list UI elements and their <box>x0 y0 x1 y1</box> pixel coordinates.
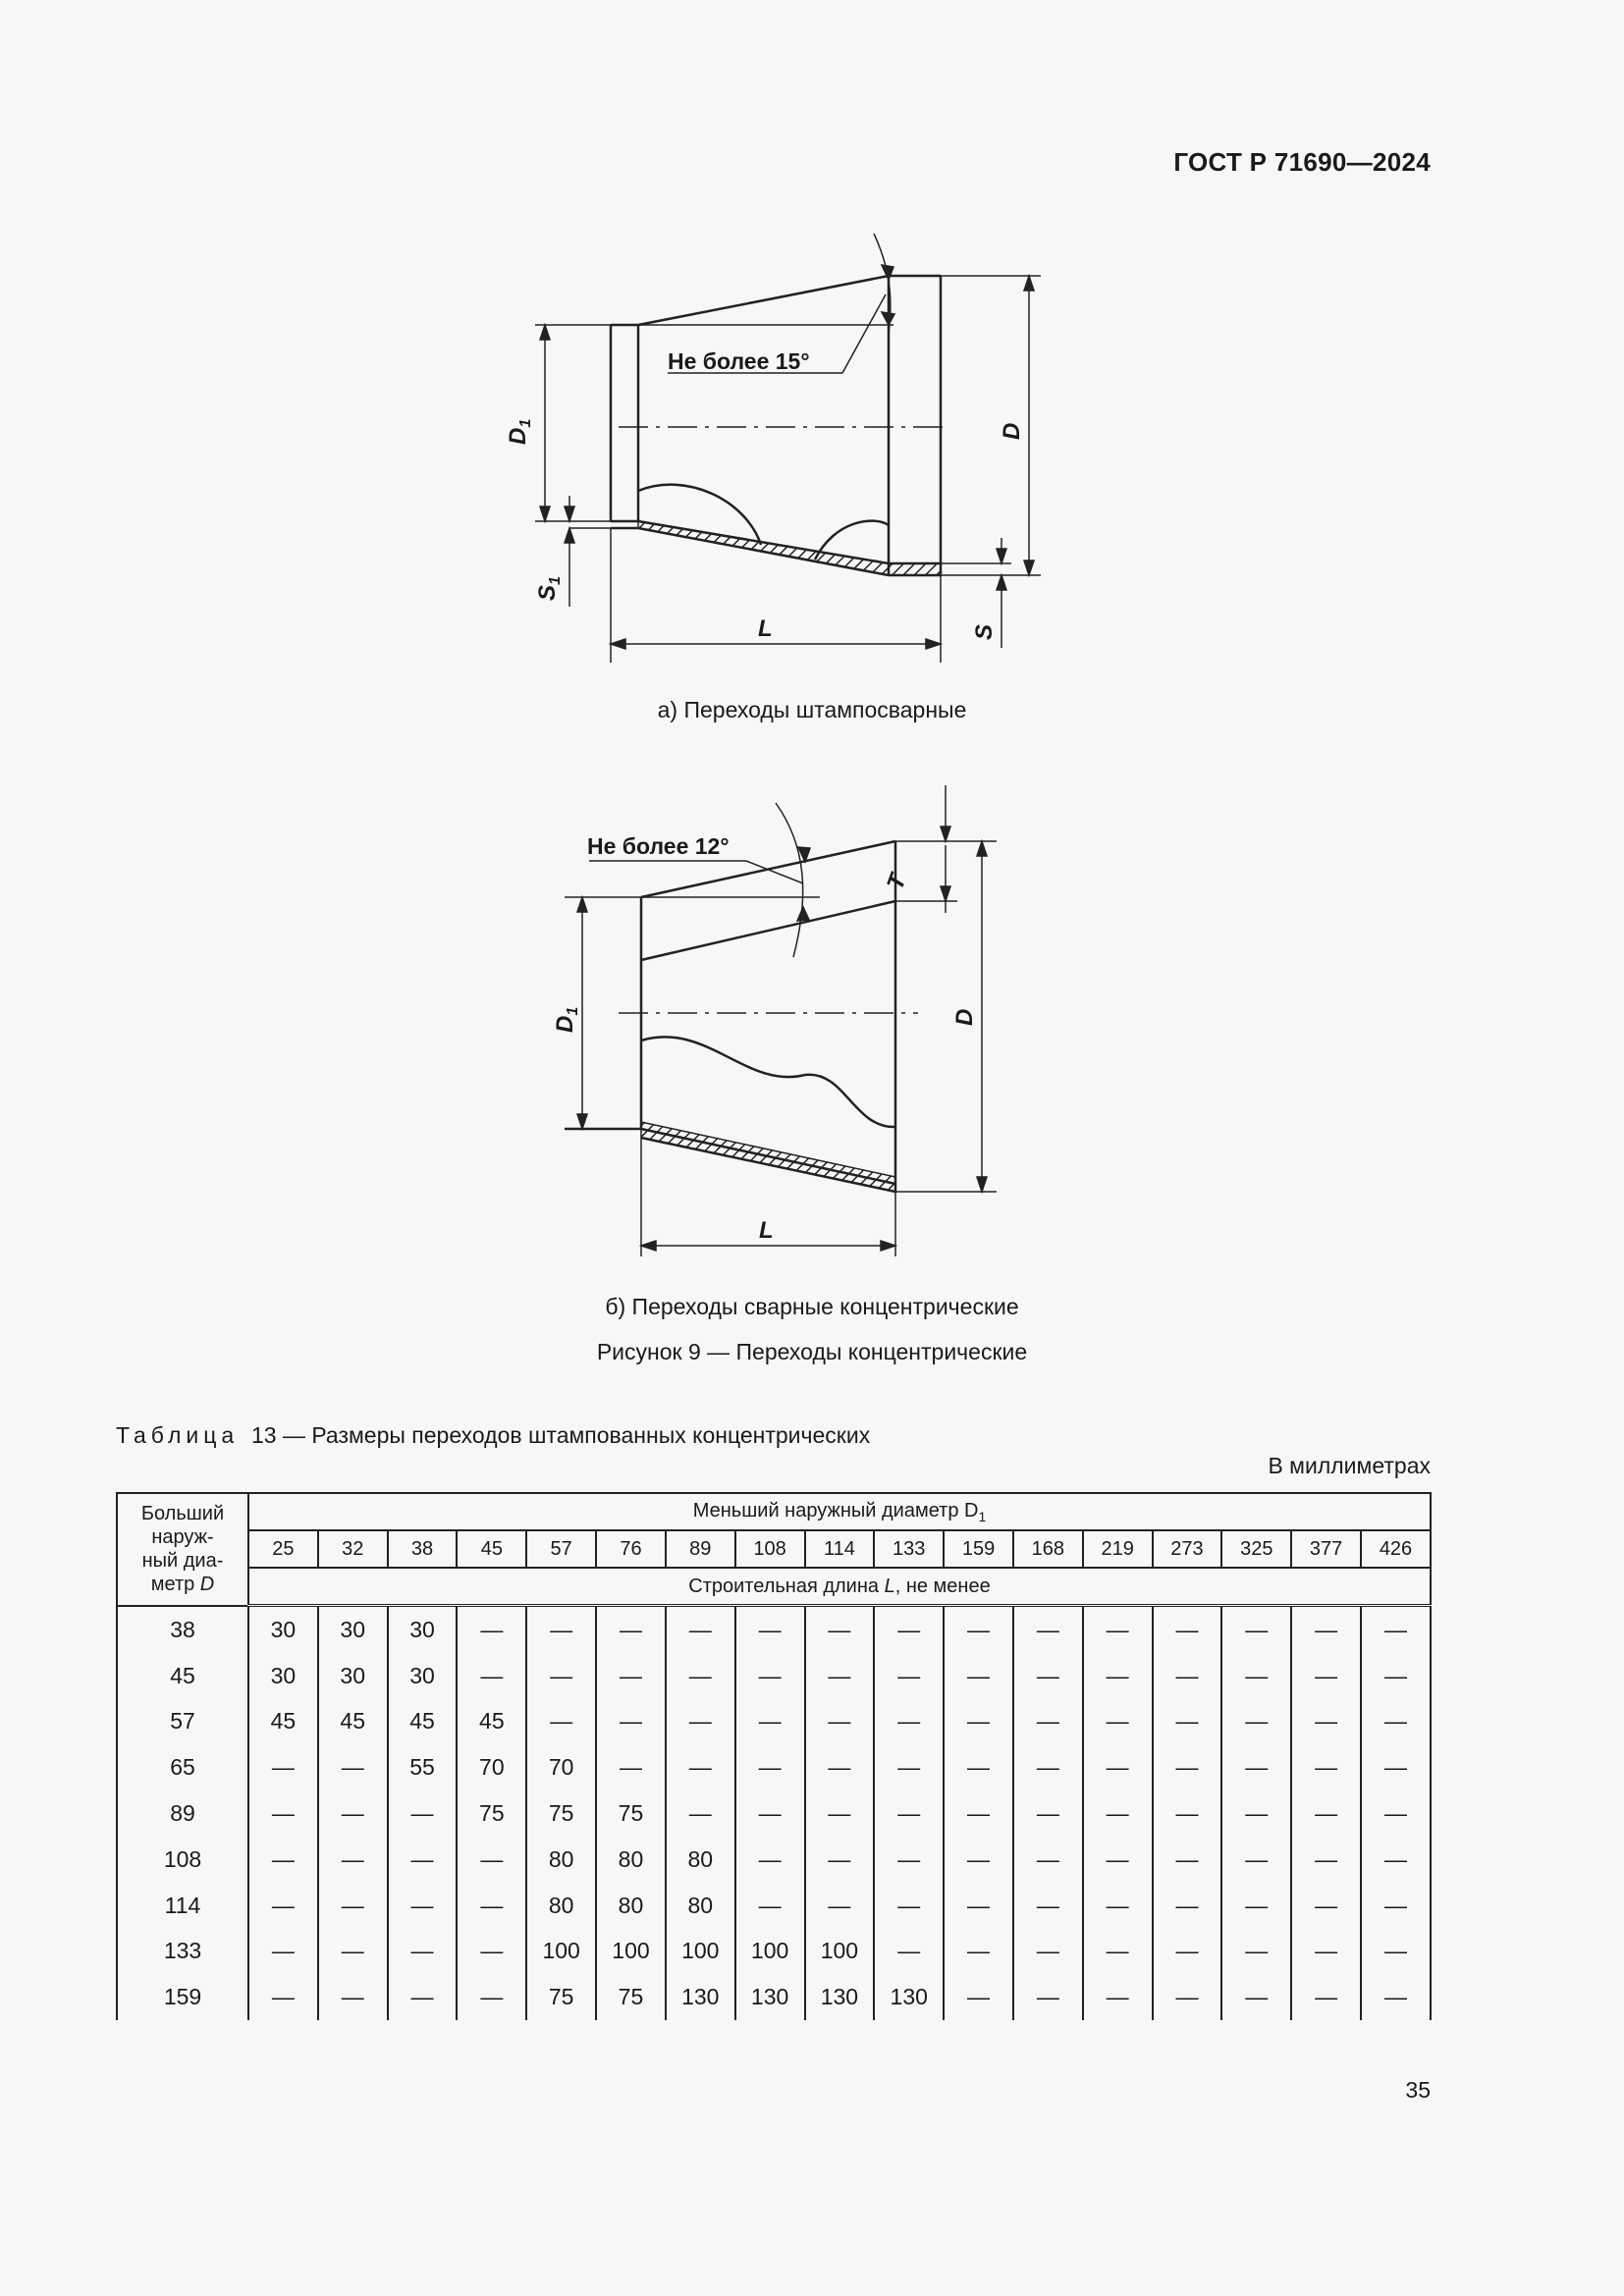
table-cell: — <box>1221 1974 1291 2020</box>
table-cell: — <box>1361 1653 1431 1699</box>
table-cell: — <box>457 1653 526 1699</box>
table-cell: — <box>735 1883 805 1929</box>
table-title-text: 13 — Размеры переходов штампованных концентрических <box>250 1422 871 1448</box>
table-cell: — <box>805 1790 875 1837</box>
table-cell: 75 <box>596 1974 666 2020</box>
page-number: 35 <box>1405 2077 1431 2103</box>
table-cell: 130 <box>735 1974 805 2020</box>
table-cell: — <box>1153 1790 1222 1837</box>
row-diameter: 108 <box>117 1837 248 1883</box>
table-cell: — <box>388 1790 458 1837</box>
table-cell: — <box>1291 1744 1361 1790</box>
table-cell: — <box>318 1883 388 1929</box>
table-cell: — <box>1013 1606 1083 1653</box>
table-cell: — <box>596 1606 666 1653</box>
column-group-header: Меньший наружный диаметр $D_1$ <box>248 1493 1431 1530</box>
table-cell: 100 <box>805 1929 875 1975</box>
table-cell: 100 <box>596 1929 666 1975</box>
table-cell: — <box>1361 1606 1431 1653</box>
table-row <box>117 1974 1431 2020</box>
column-header: 108 <box>735 1530 805 1568</box>
row-diameter: 133 <box>117 1929 248 1975</box>
table-cell: 70 <box>526 1744 596 1790</box>
table-cell: 45 <box>388 1699 458 1745</box>
table-cell: 130 <box>874 1974 944 2020</box>
table-cell: — <box>1361 1790 1431 1837</box>
figure-b-angle-label: Не более 12° <box>587 833 730 859</box>
table-cell: — <box>1153 1699 1222 1745</box>
table-cell: — <box>1291 1699 1361 1745</box>
table-cell: — <box>526 1653 596 1699</box>
sub-header: Строительная длина L, не менее <box>248 1568 1431 1606</box>
table-cell: — <box>596 1699 666 1745</box>
table-cell: — <box>248 1744 318 1790</box>
table-cell: — <box>596 1744 666 1790</box>
dimensions-table <box>116 1492 1432 2020</box>
table-cell: — <box>1013 1653 1083 1699</box>
table-cell: — <box>318 1837 388 1883</box>
figure-a-caption: а) Переходы штампосварные <box>657 697 967 722</box>
table-cell: — <box>1083 1606 1153 1653</box>
figure-a-d-label: D <box>999 422 1025 440</box>
table-cell: — <box>318 1974 388 2020</box>
table-cell: — <box>526 1606 596 1653</box>
table-cell: 80 <box>526 1837 596 1883</box>
table-cell: 45 <box>457 1699 526 1745</box>
table-cell: — <box>805 1837 875 1883</box>
table-cell: — <box>735 1653 805 1699</box>
table-cell: — <box>666 1606 735 1653</box>
table-cell: 30 <box>388 1606 458 1653</box>
table-cell: 70 <box>457 1744 526 1790</box>
table-cell: 30 <box>318 1653 388 1699</box>
table-cell: — <box>1361 1744 1431 1790</box>
column-header: 273 <box>1153 1530 1222 1568</box>
table-cell: — <box>1013 1883 1083 1929</box>
table-row <box>117 1790 1431 1837</box>
table-cell: 100 <box>735 1929 805 1975</box>
document-id: ГОСТ Р 71690—2024 <box>1173 147 1431 177</box>
column-header: 32 <box>318 1530 388 1568</box>
figure-b-l-label: L <box>759 1217 774 1244</box>
figure-a-d1-label: $D_1$ <box>505 418 534 445</box>
table-cell: — <box>805 1744 875 1790</box>
row-diameter: 89 <box>117 1790 248 1837</box>
table-cell: — <box>1013 1744 1083 1790</box>
figure-a-s1-label: $S_1$ <box>534 576 564 601</box>
table-cell: — <box>526 1699 596 1745</box>
table-cell: — <box>1083 1929 1153 1975</box>
table-cell: — <box>388 1883 458 1929</box>
table-cell: — <box>457 1883 526 1929</box>
table-cell: — <box>944 1837 1013 1883</box>
table-cell: — <box>1153 1744 1222 1790</box>
table-cell: — <box>388 1837 458 1883</box>
figure-a-angle-label: Не более 15° <box>668 348 810 374</box>
table-cell: — <box>735 1699 805 1745</box>
table-cell: — <box>457 1606 526 1653</box>
table-cell: — <box>1153 1837 1222 1883</box>
figure-title: Рисунок 9 — Переходы концентрические <box>596 1339 1028 1364</box>
table-cell: — <box>1083 1974 1153 2020</box>
table-cell: — <box>248 1790 318 1837</box>
row-header-line: наруж- <box>151 1526 214 1549</box>
column-header: 219 <box>1083 1530 1153 1568</box>
table-row <box>117 1744 1431 1790</box>
table-cell: — <box>874 1744 944 1790</box>
table-cell: — <box>1153 1606 1222 1653</box>
row-header-line: метр D <box>150 1574 215 1596</box>
table-cell: — <box>874 1653 944 1699</box>
table-cell: — <box>1153 1883 1222 1929</box>
table-cell: 80 <box>666 1883 735 1929</box>
table-cell: 30 <box>388 1653 458 1699</box>
table-cell: — <box>805 1606 875 1653</box>
row-header-cell <box>117 1493 248 1606</box>
table-cell: — <box>596 1653 666 1699</box>
figure-a-drawing <box>491 216 1080 677</box>
table-cell: — <box>1221 1653 1291 1699</box>
table-cell: — <box>874 1837 944 1883</box>
table-cell: — <box>666 1744 735 1790</box>
table-cell: — <box>1361 1699 1431 1745</box>
table-cell: — <box>1361 1883 1431 1929</box>
table-cell: — <box>944 1883 1013 1929</box>
table-cell: 80 <box>526 1883 596 1929</box>
table-cell: — <box>1291 1837 1361 1883</box>
table-cell: — <box>1221 1744 1291 1790</box>
row-header-line: Больший <box>140 1503 225 1525</box>
table-cell: 80 <box>596 1837 666 1883</box>
table-cell: — <box>1291 1606 1361 1653</box>
table-cell: — <box>1361 1974 1431 2020</box>
table-cell: — <box>735 1744 805 1790</box>
figure-b-caption: б) Переходы сварные концентрические <box>605 1294 1019 1319</box>
column-header: 76 <box>596 1530 666 1568</box>
table-cell: 100 <box>666 1929 735 1975</box>
table-cell: — <box>1221 1699 1291 1745</box>
table-cell: — <box>1153 1974 1222 2020</box>
table-units: В миллиметрах <box>1268 1453 1431 1478</box>
figure-b-drawing <box>491 775 1080 1266</box>
table-cell: — <box>318 1790 388 1837</box>
table-cell: — <box>1013 1790 1083 1837</box>
table-cell: — <box>1083 1837 1153 1883</box>
column-header: 57 <box>526 1530 596 1568</box>
table-cell: — <box>735 1837 805 1883</box>
table-cell: — <box>457 1929 526 1975</box>
table-cell: — <box>388 1929 458 1975</box>
table-cell: 75 <box>596 1790 666 1837</box>
table-cell: 75 <box>526 1974 596 2020</box>
table-cell: 30 <box>248 1653 318 1699</box>
table-cell: — <box>1361 1929 1431 1975</box>
row-diameter: 159 <box>117 1974 248 2020</box>
table-cell: — <box>1221 1837 1291 1883</box>
column-header: 114 <box>805 1530 875 1568</box>
table-cell: — <box>944 1974 1013 2020</box>
table-cell: — <box>1013 1974 1083 2020</box>
table-cell: 45 <box>318 1699 388 1745</box>
table-cell: — <box>318 1744 388 1790</box>
table-cell: — <box>944 1929 1013 1975</box>
table-cell: — <box>805 1653 875 1699</box>
row-diameter: 65 <box>117 1744 248 1790</box>
table-cell: — <box>1083 1653 1153 1699</box>
row-diameter: 38 <box>117 1606 248 1653</box>
column-header: 38 <box>388 1530 458 1568</box>
table-cell: — <box>318 1929 388 1975</box>
table-cell: — <box>735 1790 805 1837</box>
table-title-prefix: Таблица <box>116 1422 240 1448</box>
table-cell: — <box>248 1974 318 2020</box>
table-cell: — <box>1291 1883 1361 1929</box>
table-cell: — <box>735 1606 805 1653</box>
table-cell: — <box>1221 1929 1291 1975</box>
column-header: 45 <box>457 1530 526 1568</box>
table-cell: — <box>1291 1653 1361 1699</box>
table-cell: — <box>874 1929 944 1975</box>
table-row <box>117 1883 1431 1929</box>
column-header: 377 <box>1291 1530 1361 1568</box>
table-cell: — <box>666 1790 735 1837</box>
column-header: 325 <box>1221 1530 1291 1568</box>
table-cell: 130 <box>666 1974 735 2020</box>
table-cell: — <box>666 1699 735 1745</box>
column-header: 89 <box>666 1530 735 1568</box>
table-cell: — <box>805 1883 875 1929</box>
figure-b-t-label: T <box>882 871 912 894</box>
table-cell: — <box>248 1883 318 1929</box>
table-cell: 75 <box>526 1790 596 1837</box>
table-row <box>117 1653 1431 1699</box>
table-cell: — <box>1083 1883 1153 1929</box>
table-cell: 80 <box>666 1837 735 1883</box>
column-header: 159 <box>944 1530 1013 1568</box>
table-cell: — <box>874 1699 944 1745</box>
table-cell: — <box>388 1974 458 2020</box>
row-header-line: ный диа- <box>141 1550 224 1573</box>
table-cell: — <box>944 1653 1013 1699</box>
table-cell: — <box>1013 1837 1083 1883</box>
table-cell: — <box>1083 1744 1153 1790</box>
column-header: 426 <box>1361 1530 1431 1568</box>
column-header: 168 <box>1013 1530 1083 1568</box>
figure-a-s-label: S <box>971 623 998 640</box>
table-cell: 75 <box>457 1790 526 1837</box>
table-cell: 30 <box>318 1606 388 1653</box>
table-cell: — <box>1221 1606 1291 1653</box>
figure-a-l-label: L <box>758 615 773 642</box>
row-diameter: 45 <box>117 1653 248 1699</box>
table-cell: — <box>457 1837 526 1883</box>
row-diameter: 57 <box>117 1699 248 1745</box>
table-cell: — <box>1221 1883 1291 1929</box>
table-cell: — <box>1153 1929 1222 1975</box>
table-cell: 30 <box>248 1606 318 1653</box>
table-row <box>117 1837 1431 1883</box>
table-cell: — <box>666 1653 735 1699</box>
table-cell: — <box>805 1699 875 1745</box>
table-row <box>117 1699 1431 1745</box>
table-cell: — <box>1291 1790 1361 1837</box>
table-cell: — <box>1083 1790 1153 1837</box>
table-row <box>117 1929 1431 1975</box>
table-cell: — <box>874 1883 944 1929</box>
table-title <box>116 1422 870 1449</box>
figure-b-d-label: D <box>951 1008 978 1026</box>
table-cell: — <box>457 1974 526 2020</box>
table-cell: — <box>944 1699 1013 1745</box>
table-cell: 45 <box>248 1699 318 1745</box>
table-cell: — <box>944 1744 1013 1790</box>
table-cell: — <box>874 1790 944 1837</box>
table-cell: — <box>1291 1974 1361 2020</box>
table-cell: — <box>248 1929 318 1975</box>
column-header: 133 <box>874 1530 944 1568</box>
table-cell: 80 <box>596 1883 666 1929</box>
table-cell: — <box>1291 1929 1361 1975</box>
table-cell: — <box>944 1606 1013 1653</box>
row-diameter: 114 <box>117 1883 248 1929</box>
table-cell: 55 <box>388 1744 458 1790</box>
column-header: 25 <box>248 1530 318 1568</box>
table-cell: — <box>1153 1653 1222 1699</box>
table-cell: — <box>1013 1929 1083 1975</box>
table-cell: — <box>944 1790 1013 1837</box>
table-cell: — <box>1013 1699 1083 1745</box>
table-cell: — <box>874 1606 944 1653</box>
table-cell: — <box>1221 1790 1291 1837</box>
table-cell: — <box>248 1837 318 1883</box>
figure-b-d1-label: $D_1$ <box>552 1006 581 1033</box>
table-row <box>117 1606 1431 1653</box>
table-cell: — <box>1361 1837 1431 1883</box>
table-cell: 130 <box>805 1974 875 2020</box>
table-cell: 100 <box>526 1929 596 1975</box>
table-cell: — <box>1083 1699 1153 1745</box>
